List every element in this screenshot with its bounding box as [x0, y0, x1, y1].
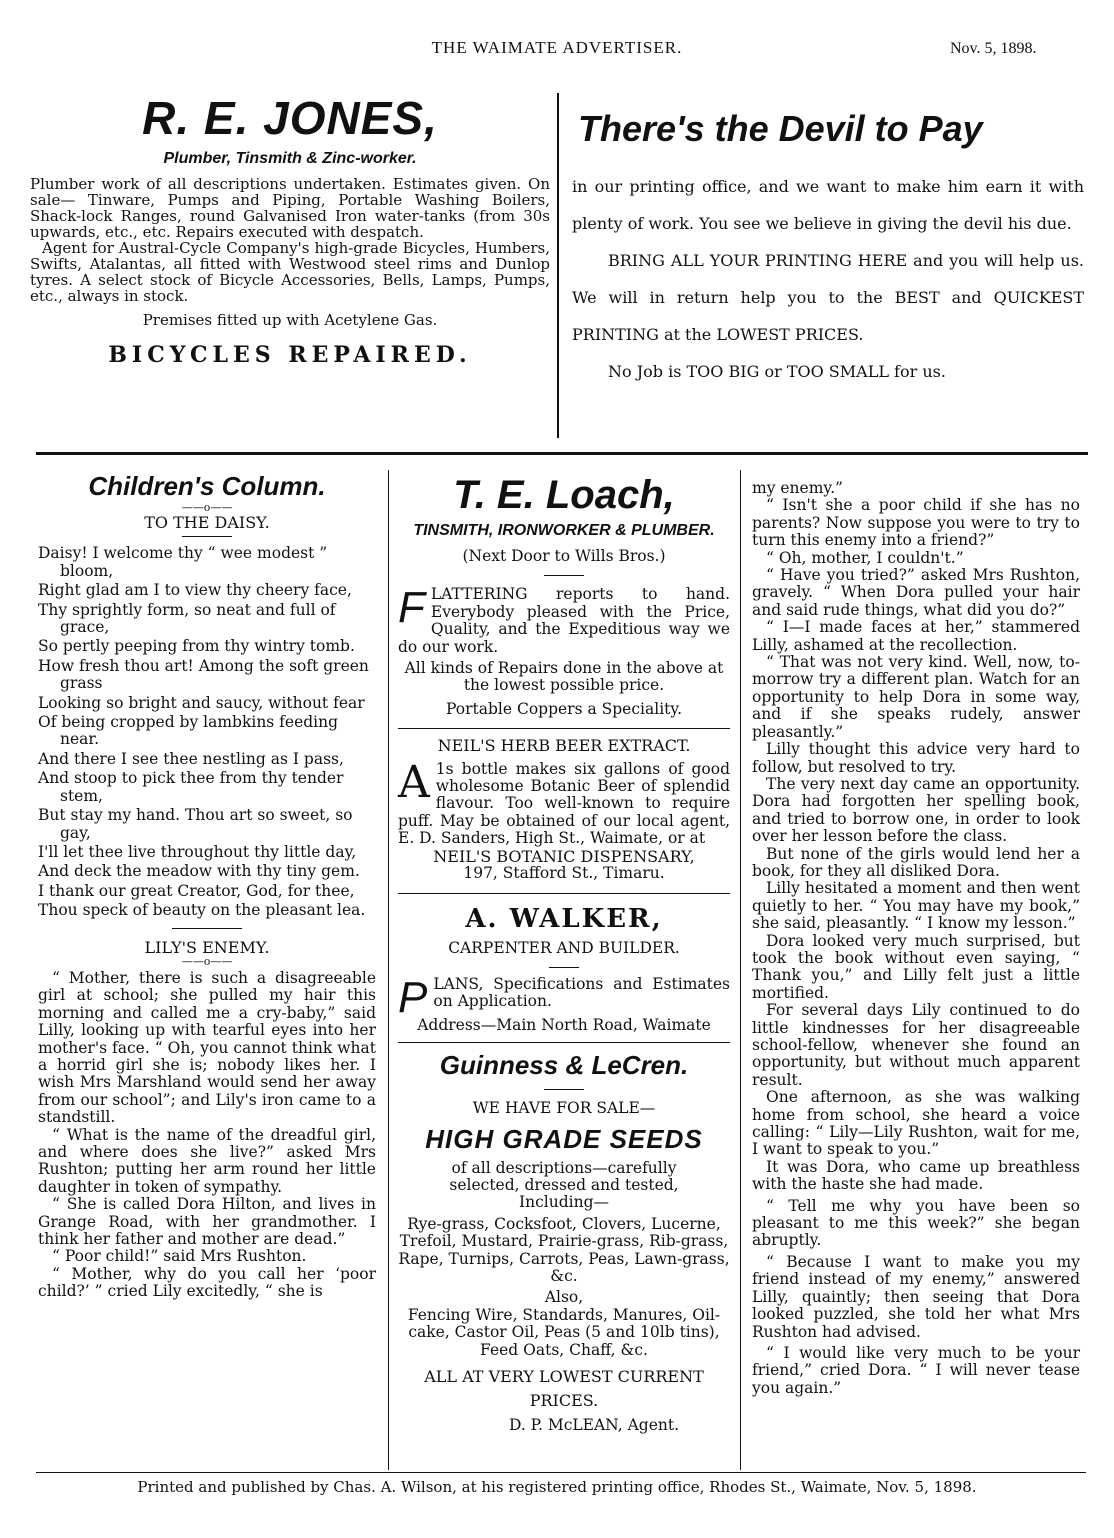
poem-line: And stoop to pick thee from thy tender stem, [38, 769, 344, 805]
col-divider-1 [388, 470, 389, 1470]
devil-p3: No Job is TOO BIG or TOO SMALL for us. [608, 362, 946, 381]
walker-trade: CARPENTER AND BUILDER. [448, 938, 680, 957]
walker-body: PLANS, Specifications and Estimates on Application. [398, 972, 730, 1022]
footer-rule [36, 1472, 1086, 1473]
story-continued [752, 480, 1080, 1397]
guinness-list: Rye-grass, Cocksfoot, Clovers, Lucerne, Trefoil, Mustard, Prairie-grass, Rib-grass, Rape, Turnips, Carrots, Peas, Lawn-grass, &c. [398, 1214, 730, 1285]
poem-title: TO THE DAISY. [144, 513, 270, 532]
story-cont-paragraph: “ Oh, mother, I couldn't.” [766, 548, 964, 567]
poem-line: I'll let thee live throughout thy little day, [38, 842, 357, 861]
walker-title: A. WALKER, [465, 903, 663, 934]
devil-title: There's the Devil to Pay [578, 108, 983, 149]
loach-location: (Next Door to Wills Bros.) [462, 547, 666, 565]
devil-p2: BRING ALL YOUR PRINTING HERE and you will help us. We will in return help you to the BEST and QUICKEST PRINTING at the LOWEST PRICES. [572, 251, 1084, 344]
jones-ad [30, 90, 550, 368]
story-paragraph: “ Mother, why do you call her ‘poor child?’ ” cried Lily excitedly, “ she is [38, 1264, 376, 1301]
imprint: Printed and published by Chas. A. Wilson, at his registered printing office, Rhodes St., Waimate, Nov. 5, 1898. [137, 1478, 977, 1496]
story-paragraph: “ What is the name of the dreadful girl, and where does she live?” asked Mrs Rushton; putting her arm round her little daughter in token of sympathy. [38, 1125, 376, 1196]
jones-premises: Premises fitted up with Acetylene Gas. [142, 311, 438, 329]
guinness-also: Also, [544, 1288, 584, 1307]
guinness-list2: Fencing Wire, Standards, Manures, Oil-cake, Castor Oil, Peas (5 and 10lb tins), Feed Oats, Chaff, &c. [407, 1305, 721, 1359]
jones-body-1: Plumber work of all descriptions undertaken. Estimates given. On sale— Tinware, Pumps and Piping, Portable Washing Boilers, Shack-lock Ranges, round Galvanised Iron water-tanks (from 30s upwards, etc., etc. Repairs executed with despatch. [30, 175, 550, 241]
middle-column [398, 470, 730, 1434]
story-title: LILY'S ENEMY. [144, 937, 270, 957]
top-divider [557, 93, 559, 438]
loach-repairs: All kinds of Repairs done in the above at the lowest possible price. [404, 659, 724, 695]
story-cont-paragraph: my enemy.” [752, 479, 843, 497]
story-cont-paragraph: Lilly thought this advice very hard to follow, but resolved to try. [752, 740, 1080, 776]
poem-line: But stay my hand. Thou art so sweet, so gay, [38, 806, 353, 842]
poem-line: And deck the meadow with thy tiny gem. [38, 862, 360, 881]
children-title: Children's Column. [88, 471, 326, 501]
story-cont-paragraph: “ Because I want to make you my friend instead of my enemy,” answered Lilly, quaintly; then seeing that Dora looked puzzled, she told her what Mrs Rushton had advised. [752, 1252, 1080, 1341]
poem-line: Thy sprightly form, so neat and full of grace, [38, 600, 336, 637]
herb-dropcap: A [398, 756, 430, 808]
poem-line: Daisy! I welcome thy “ wee modest ” bloom, [38, 544, 328, 580]
guinness-prices: ALL AT VERY LOWEST CURRENT PRICES. [424, 1367, 704, 1410]
herb-address: 197, Stafford St., Timaru. [463, 864, 665, 883]
herb-body: A 1s bottle makes six gallons of good wholesome Botanic Beer of splendid flavour. Too well-known to require puff. May be obtained of our local agent, E. D. Sanders, High St., Waimate, or at [398, 756, 730, 848]
devil-ad [572, 104, 1084, 390]
children-sep: ——o—— [181, 501, 233, 514]
guinness-desc: of all descriptions—carefully selected, dressed and tested, Including— [449, 1158, 679, 1212]
story-cont-paragraph: The very next day came an opportunity. Dora had forgotten her spelling book, and tried to borrow one, in order to look over her lesson before the class. [752, 774, 1080, 846]
story-cont-paragraph: “ Have you tried?” asked Mrs Rushton, gravely. “ When Dora pulled your hair and said rude things, what did you do?” [752, 566, 1080, 619]
herb-title: NEIL'S HERB BEER EXTRACT. [437, 736, 691, 756]
herb-dispensary: NEIL'S BOTANIC DISPENSARY, [433, 846, 695, 866]
devil-p1: in our printing office, and we want to make him earn it with plenty of work. You see we believe in giving the devil his due. [572, 177, 1084, 233]
loach-trades: TINSMITH, IRONWORKER & PLUMBER. [413, 522, 715, 539]
poem-line: Thou speck of beauty on the pleasant lea. [38, 901, 366, 920]
poem-line: Looking so bright and saucy, without fear [38, 693, 365, 712]
story-cont-paragraph: One afternoon, as she was walking home from school, she heard a voice calling: “ Lily—Lily Rushton, wait for me, I want to speak to you.” [752, 1088, 1080, 1159]
masthead: THE WAIMATE ADVERTISER. [431, 38, 683, 57]
story-cont-paragraph: “ I would like very much to be your friend,” cried Dora. “ I will never tease you again.” [752, 1343, 1080, 1397]
loach-title: T. E. Loach, [453, 473, 675, 517]
jones-title: R. E. JONES, [142, 92, 438, 144]
guinness-seeds: HIGH GRADE SEEDS [425, 1123, 703, 1154]
jones-subtitle: Plumber, Tinsmith & Zinc-worker. [163, 150, 417, 167]
story-cont-paragraph: Dora looked very much surprised, but took the book without even saying, “ Thank you,” and Lilly felt just a little mortified. [752, 931, 1080, 1002]
jones-repaired: BICYCLES REPAIRED. [108, 342, 472, 368]
story-cont-paragraph: But none of the girls would lend her a book, for they all disliked Dora. [752, 844, 1080, 880]
story-cont-paragraph: It was Dora, who came up breathless with the haste she had made. [752, 1157, 1080, 1194]
guinness-title: Guinness & LeCren. [439, 1050, 689, 1081]
poem-line: So pertly peeping from thy wintry tomb. [38, 637, 355, 656]
story-paragraph: “ Poor child!” said Mrs Rushton. [52, 1247, 307, 1266]
poem-line: Of being cropped by lambkins feeding near. [38, 713, 339, 749]
story-cont-paragraph: Lilly hesitated a moment and then went quietly to her. “ You may have my book,” she said, pleasantly. “ I know my lesson.” [752, 879, 1080, 933]
poem-line: Right glad am I to view thy cheery face, [38, 581, 352, 600]
loach-body: FLATTERING reports to hand. Everybody pleased with the Price, Quality, and the Expeditious way we do our work. [398, 583, 730, 656]
poem-line: How fresh thou art! Among the soft green grass [38, 656, 369, 693]
story-cont-paragraph: “ Tell me why you have been so pleasant to me this week?” she began abruptly. [752, 1196, 1080, 1250]
poem-line: And there I see thee nestling as I pass, [38, 749, 344, 768]
story-cont-paragraph: For several days Lily continued to do little kindnesses for her disagreeable school-fellow, whenever she found an opportunity, but without much apparent result. [752, 1001, 1080, 1089]
story-paragraph: “ Mother, there is such a disagreeable girl at school; she pulled my hair this morning and called me a cry-baby,” said Lilly, looking up with tearful eyes into her mother's face. “ Oh, you cannot think what a horrid girl she is; nobody likes her. I wish Mrs Marshland would send her away from our school”; and Lily's iron came to a standstill. [38, 968, 376, 1127]
poem [38, 545, 376, 919]
story-sep: ——o—— [181, 954, 233, 968]
childrens-column [38, 470, 376, 1301]
jones-body-2: Agent for Austral-Cycle Company's high-grade Bicycles, Humbers, Swifts, Atalantas, all fitted with Westwood steel rims and Dunlop tyres. A select stock of Bicycle Accessories, Bells, Lamps, Pumps, etc., always in stock. [30, 239, 550, 305]
issue-date: Nov. 5, 1898. [950, 40, 1037, 57]
walker-dropcap: P [398, 972, 428, 1022]
story-cont-paragraph: “ I—I made faces at her,” stammered Lilly, ashamed at the recollection. [752, 618, 1080, 654]
story-paragraph: “ She is called Dora Hilton, and lives in Grange Road, with her grandmother. I think her father and mother are dead.” [38, 1195, 376, 1249]
section-rule [36, 452, 1088, 455]
guinness-sale: WE HAVE FOR SALE— [472, 1099, 656, 1118]
col-divider-2 [740, 470, 741, 1470]
story-cont-paragraph: “ That was not very kind. Well, now, to-morrow try a different plan. Watch for an opportunity to help Dora in some way, and if she speaks rudely, answer pleasantly.” [752, 653, 1080, 741]
poem-line: I thank our great Creator, God, for thee, [38, 881, 355, 900]
walker-address: Address—Main North Road, Waimate [417, 1015, 711, 1034]
loach-dropcap: F [398, 583, 425, 633]
loach-coppers: Portable Coppers a Speciality. [445, 699, 683, 718]
story-cont-paragraph: “ Isn't she a poor child if she has no parents? Now suppose you were to try to turn this enemy into a friend?” [752, 496, 1080, 550]
guinness-agent: D. P. McLEAN, Agent. [508, 1416, 680, 1434]
